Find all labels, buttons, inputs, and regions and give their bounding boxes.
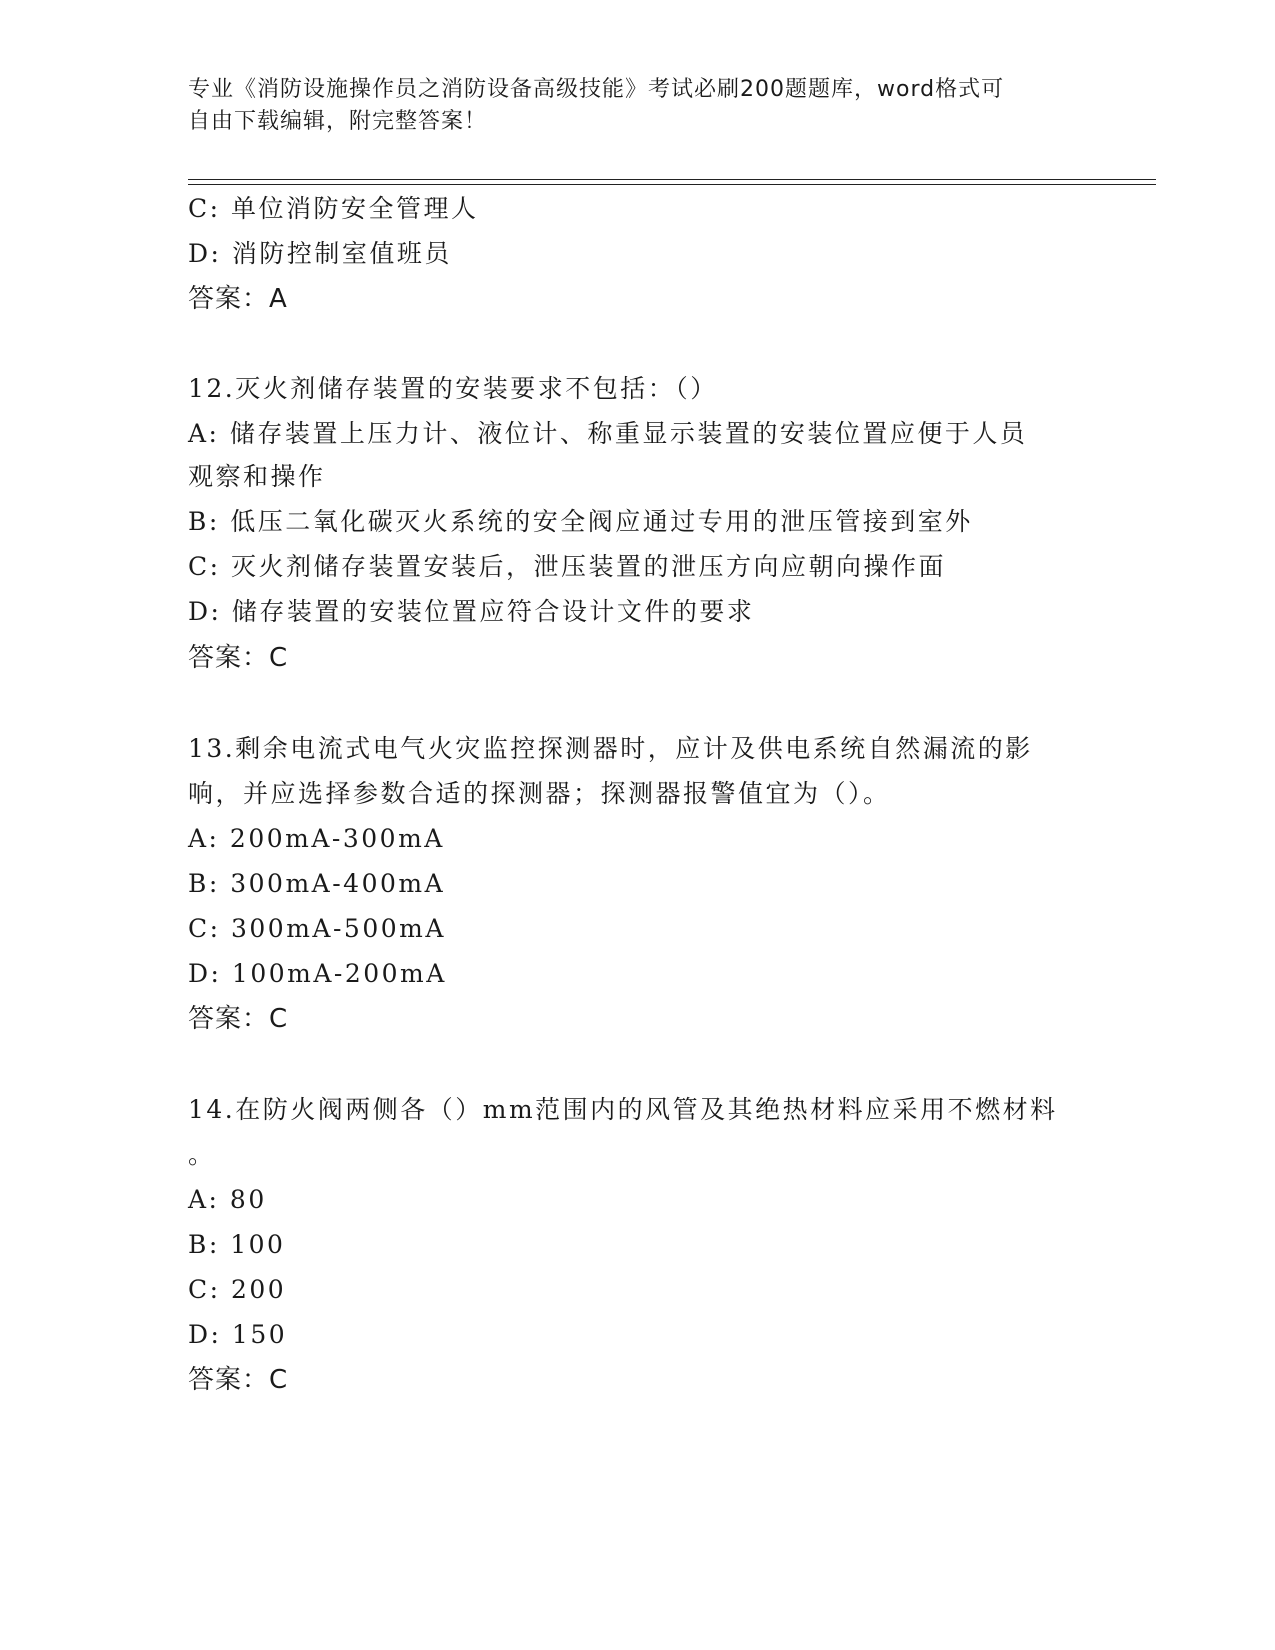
q14-stem-cont: 。 (188, 1140, 216, 1169)
header-line-1: 专业《消防设施操作员之消防设备高级技能》考试必刷200题题库，word格式可 (188, 77, 1005, 102)
q12-answer: 答案：C (188, 643, 289, 673)
prev-option-d: D: 消防控制室值班员 (188, 239, 452, 268)
header-divider-bottom (188, 184, 1156, 185)
q12-option-c: C: 灭火剂储存装置安装后，泄压装置的泄压方向应朝向操作面 (188, 552, 947, 581)
prev-answer: 答案：A (188, 284, 288, 314)
q13-stem-cont: 响，并应选择参数合适的探测器；探测器报警值宜为（）。 (188, 779, 891, 808)
q12-option-a-cont: 观察和操作 (188, 462, 326, 491)
q14-option-d: D: 150 (188, 1320, 288, 1349)
q14-option-a: A: 80 (188, 1185, 267, 1214)
header-divider-top (188, 179, 1156, 180)
q14-stem: 14.在防火阀两侧各（）mm范围内的风管及其绝热材料应采用不燃材料 (188, 1095, 1058, 1124)
header-line-2: 自由下载编辑，附完整答案！ (188, 109, 488, 134)
q12-stem: 12.灭火剂储存装置的安装要求不包括：（） (188, 374, 718, 403)
q12-option-d: D: 储存装置的安装位置应符合设计文件的要求 (188, 597, 755, 626)
q13-option-d: D: 100mA-200mA (188, 959, 447, 988)
q14-option-b: B: 100 (188, 1230, 286, 1259)
q13-answer: 答案：C (188, 1004, 289, 1034)
q13-stem: 13.剩余电流式电气火灾监控探测器时，应计及供电系统自然漏流的影 (188, 734, 1033, 763)
q13-option-b: B: 300mA-400mA (188, 869, 446, 898)
q13-option-c: C: 300mA-500mA (188, 914, 446, 943)
q13-option-a: A: 200mA-300mA (188, 824, 445, 853)
prev-option-c: C: 单位消防安全管理人 (188, 194, 479, 223)
q14-answer: 答案：C (188, 1365, 289, 1395)
q14-option-c: C: 200 (188, 1275, 287, 1304)
page-header (188, 74, 1088, 138)
q12-option-b: B: 低压二氧化碳灭火系统的安全阀应通过专用的泄压管接到室外 (188, 507, 973, 536)
q12-option-a: A: 储存装置上压力计、液位计、称重显示装置的安装位置应便于人员 (188, 419, 1028, 448)
